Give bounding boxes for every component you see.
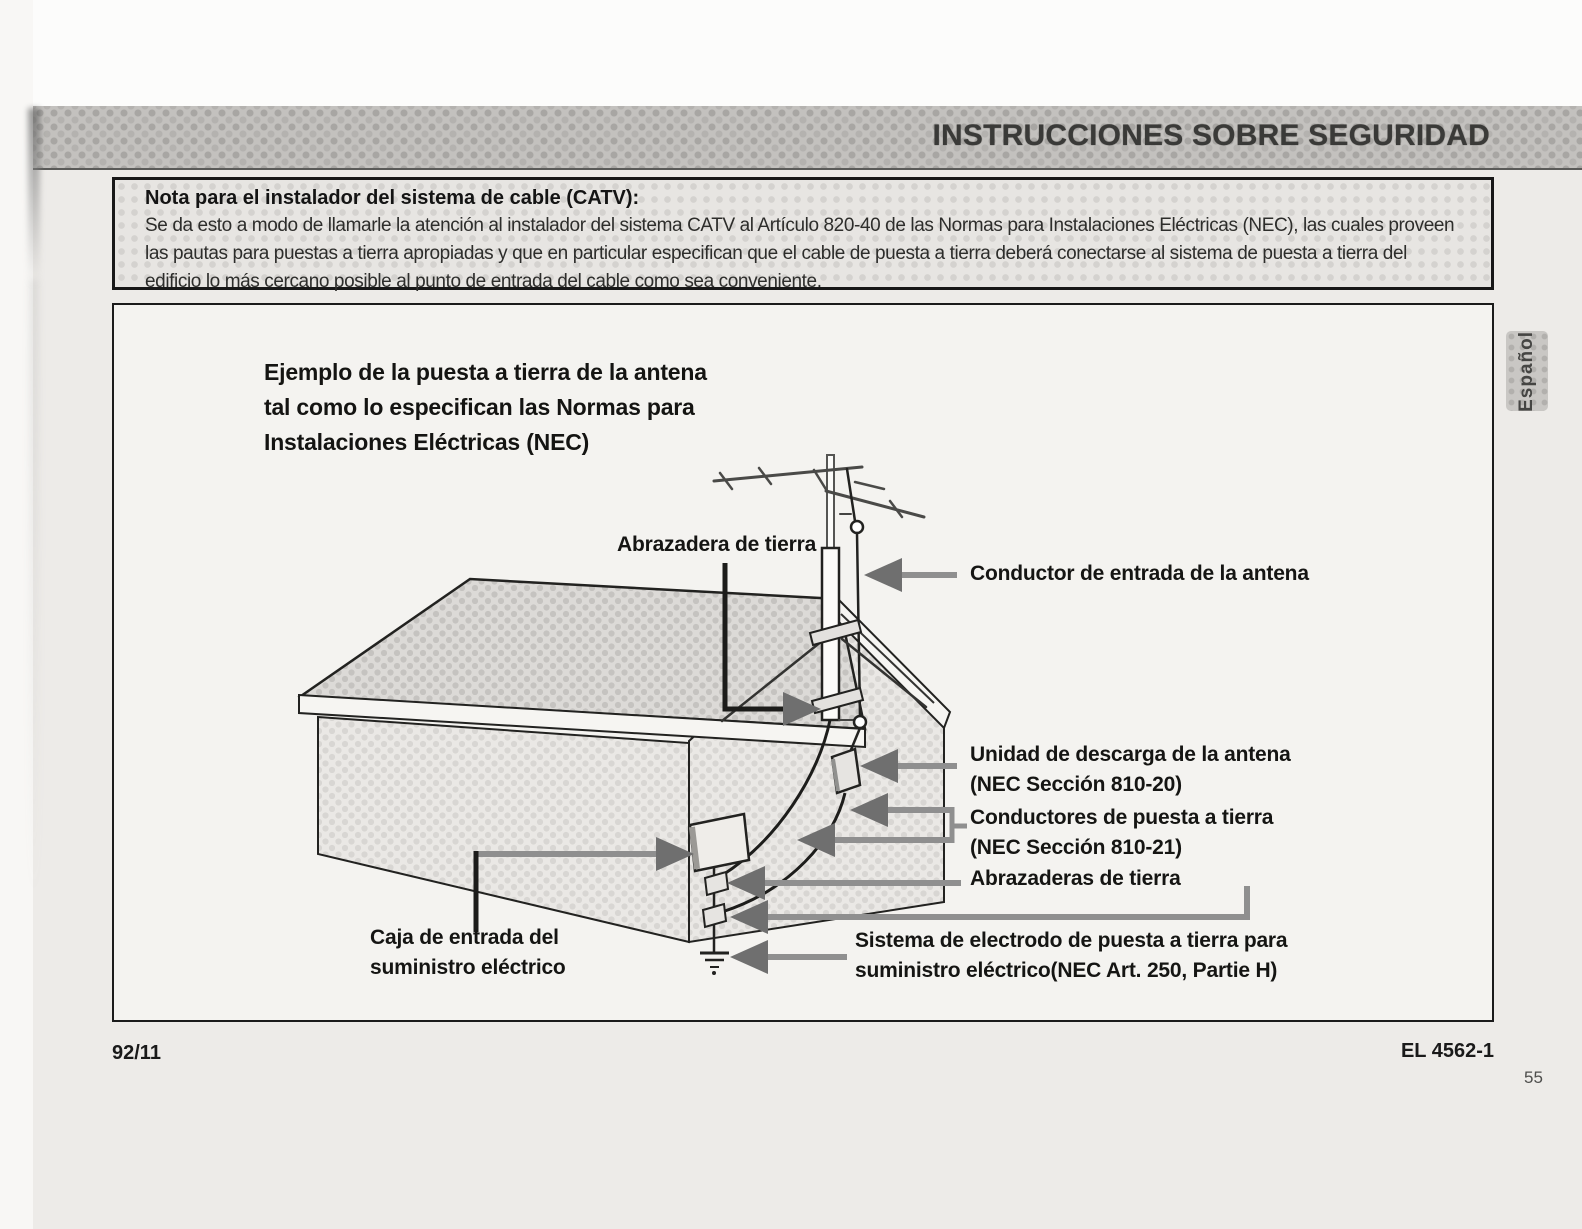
footer-code-left: 92/11 (112, 1042, 161, 1064)
antenna-boom-1 (714, 467, 862, 481)
label-service-entrance-1: Caja de entrada del (370, 926, 559, 949)
label-discharge-unit-2: (NEC Sección 810-20) (970, 773, 1182, 796)
note-title: Nota para el instalador del sistema de cable (CATV): (145, 187, 640, 209)
arrow-left-icon (730, 940, 768, 974)
grounding-diagram-box (112, 303, 1494, 1022)
standoff-insulator-2 (854, 716, 866, 728)
scan-smudge-2 (30, 280, 38, 900)
language-tab-label: Español (1516, 330, 1537, 412)
page-title: INSTRUCCIONES SOBRE SEGURIDAD (932, 119, 1490, 152)
language-tab (1506, 331, 1548, 411)
label-discharge-unit-1: Unidad de descarga de la antena (970, 743, 1291, 766)
diagram-title-line-3: Instalaciones Eléctricas (NEC) (264, 429, 590, 455)
antenna-brace (814, 470, 827, 491)
page-number: 55 (1524, 1068, 1543, 1087)
diagram-title-line-2: tal como lo especifican las Normas para (264, 394, 695, 420)
standoff-insulator-1 (851, 521, 863, 533)
page-header-band (33, 106, 1582, 170)
scan-smudge (28, 108, 40, 288)
label-electrode-system-2: suministro eléctrico(NEC Art. 250, Partie H) (855, 959, 1278, 982)
label-electrode-system-1: Sistema de electrodo de puesta a tierra para (855, 929, 1288, 952)
footer-code-right: EL 4562-1 (1400, 1040, 1494, 1062)
label-service-entrance-2: suministro eléctrico (370, 956, 566, 979)
front-wall (318, 717, 689, 942)
label-ground-clamps: Abrazaderas de tierra (970, 867, 1181, 890)
label-grounding-conductors-2: (NEC Sección 810-21) (970, 836, 1182, 859)
ground-electrode-symbol (700, 953, 729, 975)
diagram-title-line-1: Ejemplo de la puesta a tierra de la antena (264, 359, 707, 385)
catv-note-box (112, 177, 1494, 290)
antenna-element-3 (855, 482, 884, 489)
arrow-left-icon (864, 558, 902, 592)
label-ground-clamp-top: Abrazadera de tierra (617, 533, 817, 556)
scan-top-margin (0, 0, 1582, 106)
label-grounding-conductors-1: Conductores de puesta a tierra (970, 806, 1274, 829)
note-body: Se da esto a modo de llamarle la atención al instalador del sistema CATV al Artículo 820-40 de las Normas para Instalaciones Eléctricas (NEC), las cuales proveen las pautas para puestas a tierra apropiadas y que en particular especifican que el cable de puesta a tierra deberá conectarse al sistema de puesta a tierra del edificio lo más cercano posible al punto de entrada del cable como sea conveniente. (145, 215, 1455, 292)
diagram-title (264, 355, 707, 460)
label-antenna-lead-in: Conductor de entrada de la antena (970, 562, 1309, 585)
